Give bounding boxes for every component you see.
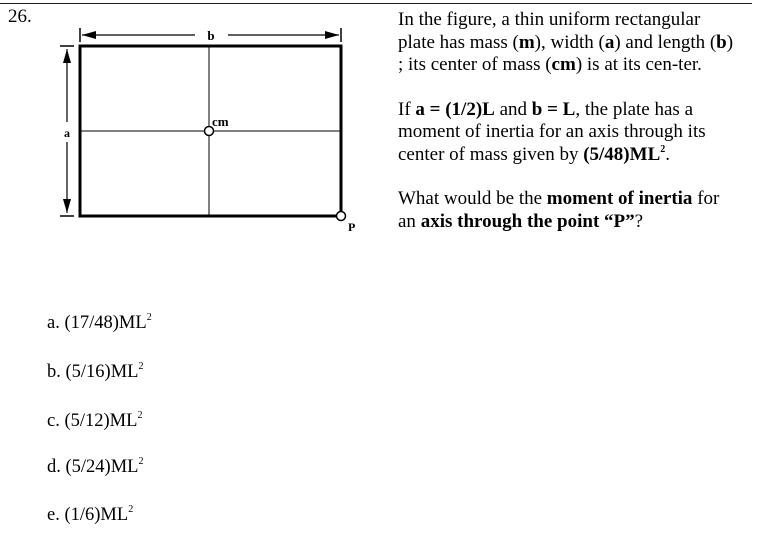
choice-a[interactable]: a. $(17/48)ML^2$ bbox=[47, 312, 152, 333]
a-arrowhead-top bbox=[63, 49, 71, 63]
problem-paragraph-1: In the figure, a thin uniform rectangular plate has mass (m), width (a) and length (b) ; its center of mass (cm) is at its cen-ter. bbox=[398, 9, 734, 75]
plate-figure bbox=[0, 0, 390, 280]
p-point bbox=[337, 212, 346, 221]
problem-text bbox=[398, 9, 738, 255]
question-number: 26. bbox=[8, 6, 32, 27]
b-arrowhead-right bbox=[325, 31, 339, 39]
p-label: P bbox=[348, 220, 356, 234]
cm-label: cm bbox=[212, 114, 229, 129]
choice-e[interactable]: e. $(1/6)ML^2$ bbox=[47, 504, 134, 525]
choice-b[interactable]: b. $(5/16)ML^2$ bbox=[47, 361, 144, 382]
a-arrowhead-bottom bbox=[63, 199, 71, 213]
b-label: b bbox=[207, 28, 215, 43]
choice-c[interactable]: c. $(5/12)ML^2$ bbox=[47, 410, 143, 431]
a-label: a bbox=[64, 126, 70, 140]
b-arrowhead-left bbox=[82, 31, 96, 39]
choice-d[interactable]: d. $(5/24)ML^2$ bbox=[47, 456, 144, 477]
problem-paragraph-2: If a = (1/2)L and b = L, the plate has a moment of inertia for an axis through its center of mass given by $(5/48)ML^2$. bbox=[398, 98, 706, 165]
problem-paragraph-3: What would be the moment of inertia for an axis through the point “P”? bbox=[398, 188, 720, 232]
